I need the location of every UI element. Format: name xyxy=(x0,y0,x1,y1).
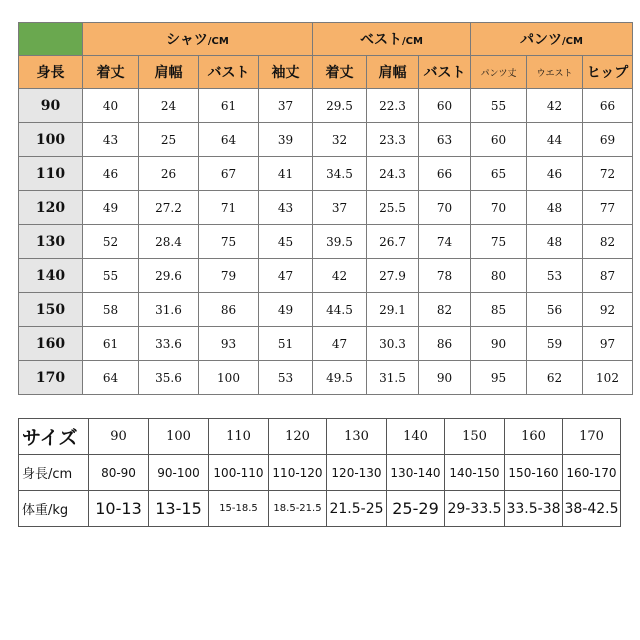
row-height-label: 160 xyxy=(19,327,83,361)
row-height-label: 100 xyxy=(19,123,83,157)
table-cell: 46 xyxy=(83,157,139,191)
table-cell: 65 xyxy=(471,157,527,191)
table-cell: 70 xyxy=(471,191,527,225)
height-cell: 90-100 xyxy=(149,455,209,491)
table-cell: 82 xyxy=(419,293,471,327)
table-cell: 59 xyxy=(527,327,583,361)
height-cell: 150-160 xyxy=(505,455,563,491)
table-cell: 55 xyxy=(471,89,527,123)
height-cell: 80-90 xyxy=(89,455,149,491)
height-label: 身長/cm xyxy=(19,455,89,491)
column-header: バスト xyxy=(199,56,259,89)
size-cell: 130 xyxy=(327,419,387,455)
table-cell: 60 xyxy=(419,89,471,123)
table-cell: 64 xyxy=(83,361,139,395)
table-cell: 87 xyxy=(583,259,633,293)
table-cell: 37 xyxy=(313,191,367,225)
row-height-label: 120 xyxy=(19,191,83,225)
table-cell: 93 xyxy=(199,327,259,361)
height-cell: 130-140 xyxy=(387,455,445,491)
column-header: パンツ丈 xyxy=(471,56,527,89)
size-cell: 110 xyxy=(209,419,269,455)
table-cell: 39.5 xyxy=(313,225,367,259)
heights-row xyxy=(19,455,621,491)
table-cell: 22.3 xyxy=(367,89,419,123)
group-name: パンツ xyxy=(520,32,563,48)
table-cell: 64 xyxy=(199,123,259,157)
group-name: シャツ xyxy=(166,32,208,48)
size-cell: 160 xyxy=(505,419,563,455)
table-row xyxy=(19,191,633,225)
size-cell: 90 xyxy=(89,419,149,455)
table-cell: 35.6 xyxy=(139,361,199,395)
column-header: 着丈 xyxy=(83,56,139,89)
body-size-table xyxy=(18,418,621,527)
size-cell: 120 xyxy=(269,419,327,455)
weight-cell: 38-42.5 xyxy=(563,491,621,527)
column-header: 肩幅 xyxy=(367,56,419,89)
table-cell: 47 xyxy=(259,259,313,293)
table-cell: 66 xyxy=(583,89,633,123)
table-cell: 24.3 xyxy=(367,157,419,191)
table-cell: 26 xyxy=(139,157,199,191)
row-height-label: 90 xyxy=(19,89,83,123)
height-cell: 120-130 xyxy=(327,455,387,491)
table-cell: 43 xyxy=(83,123,139,157)
table-cell: 66 xyxy=(419,157,471,191)
column-header: バスト xyxy=(419,56,471,89)
table-cell: 78 xyxy=(419,259,471,293)
row-height-label: 170 xyxy=(19,361,83,395)
column-header: ウエスト xyxy=(527,56,583,89)
weight-cell: 25-29 xyxy=(387,491,445,527)
table-row xyxy=(19,327,633,361)
height-cell: 100-110 xyxy=(209,455,269,491)
table-cell: 49 xyxy=(83,191,139,225)
table-cell: 33.6 xyxy=(139,327,199,361)
table-cell: 67 xyxy=(199,157,259,191)
table-cell: 46 xyxy=(527,157,583,191)
weights-row xyxy=(19,491,621,527)
table-cell: 29.5 xyxy=(313,89,367,123)
table-cell: 77 xyxy=(583,191,633,225)
table-cell: 75 xyxy=(199,225,259,259)
row-height-label: 150 xyxy=(19,293,83,327)
table-cell: 49 xyxy=(259,293,313,327)
size-cell: 100 xyxy=(149,419,209,455)
height-cell: 110-120 xyxy=(269,455,327,491)
table-cell: 30.3 xyxy=(367,327,419,361)
table-cell: 39 xyxy=(259,123,313,157)
group-unit: /CM xyxy=(562,36,583,47)
table-cell: 86 xyxy=(419,327,471,361)
weight-cell: 29-33.5 xyxy=(445,491,505,527)
table-cell: 43 xyxy=(259,191,313,225)
group-header-row xyxy=(19,23,633,56)
column-header-row xyxy=(19,56,633,89)
table-cell: 42 xyxy=(527,89,583,123)
table-cell: 60 xyxy=(471,123,527,157)
table-cell: 51 xyxy=(259,327,313,361)
table-row xyxy=(19,293,633,327)
table-cell: 53 xyxy=(259,361,313,395)
weight-cell: 18.5-21.5 xyxy=(269,491,327,527)
table-cell: 29.1 xyxy=(367,293,419,327)
row-height-label: 110 xyxy=(19,157,83,191)
row-height-label: 140 xyxy=(19,259,83,293)
table-cell: 26.7 xyxy=(367,225,419,259)
group-header-shirt xyxy=(83,23,313,56)
group-header-vest xyxy=(313,23,471,56)
table-cell: 41 xyxy=(259,157,313,191)
table-cell: 48 xyxy=(527,191,583,225)
table-cell: 79 xyxy=(199,259,259,293)
table-cell: 74 xyxy=(419,225,471,259)
column-header: 着丈 xyxy=(313,56,367,89)
column-header: 袖丈 xyxy=(259,56,313,89)
weight-label: 体重/kg xyxy=(19,491,89,527)
table-cell: 92 xyxy=(583,293,633,327)
height-cell: 140-150 xyxy=(445,455,505,491)
table-cell: 71 xyxy=(199,191,259,225)
corner-cell xyxy=(19,23,83,56)
group-name: ベスト xyxy=(360,32,403,48)
table-cell: 40 xyxy=(83,89,139,123)
table-cell: 75 xyxy=(471,225,527,259)
table-cell: 70 xyxy=(419,191,471,225)
column-header: ヒップ xyxy=(583,56,633,89)
table-cell: 100 xyxy=(199,361,259,395)
sizes-row xyxy=(19,419,621,455)
size-cell: 140 xyxy=(387,419,445,455)
table-cell: 72 xyxy=(583,157,633,191)
table-cell: 42 xyxy=(313,259,367,293)
table-row xyxy=(19,225,633,259)
table-cell: 63 xyxy=(419,123,471,157)
table-cell: 27.2 xyxy=(139,191,199,225)
table-cell: 58 xyxy=(83,293,139,327)
weight-cell: 15-18.5 xyxy=(209,491,269,527)
table-cell: 29.6 xyxy=(139,259,199,293)
table-cell: 37 xyxy=(259,89,313,123)
table-cell: 97 xyxy=(583,327,633,361)
weight-cell: 10-13 xyxy=(89,491,149,527)
table-row xyxy=(19,157,633,191)
table-cell: 102 xyxy=(583,361,633,395)
table-cell: 31.5 xyxy=(367,361,419,395)
table-cell: 90 xyxy=(471,327,527,361)
table-row xyxy=(19,89,633,123)
height-cell: 160-170 xyxy=(563,455,621,491)
group-unit: /CM xyxy=(207,36,229,47)
garment-size-table xyxy=(18,22,633,395)
table-cell: 52 xyxy=(83,225,139,259)
table-cell: 47 xyxy=(313,327,367,361)
weight-cell: 21.5-25 xyxy=(327,491,387,527)
table-cell: 86 xyxy=(199,293,259,327)
table-cell: 34.5 xyxy=(313,157,367,191)
table-cell: 25.5 xyxy=(367,191,419,225)
table-cell: 23.3 xyxy=(367,123,419,157)
table-cell: 27.9 xyxy=(367,259,419,293)
table-cell: 24 xyxy=(139,89,199,123)
table-cell: 53 xyxy=(527,259,583,293)
group-unit: /CM xyxy=(402,36,423,47)
table-cell: 28.4 xyxy=(139,225,199,259)
table-row xyxy=(19,259,633,293)
table-cell: 56 xyxy=(527,293,583,327)
table-cell: 31.6 xyxy=(139,293,199,327)
column-header: 肩幅 xyxy=(139,56,199,89)
table-cell: 61 xyxy=(83,327,139,361)
table-cell: 44.5 xyxy=(313,293,367,327)
group-header-pants xyxy=(471,23,633,56)
table-cell: 82 xyxy=(583,225,633,259)
table-cell: 45 xyxy=(259,225,313,259)
table-cell: 85 xyxy=(471,293,527,327)
table-cell: 32 xyxy=(313,123,367,157)
table-row xyxy=(19,123,633,157)
table-cell: 61 xyxy=(199,89,259,123)
table-cell: 44 xyxy=(527,123,583,157)
table-cell: 48 xyxy=(527,225,583,259)
row-header-label: 身長 xyxy=(19,56,83,89)
table-cell: 49.5 xyxy=(313,361,367,395)
size-label: サイズ xyxy=(19,419,89,455)
size-cell: 170 xyxy=(563,419,621,455)
table-cell: 62 xyxy=(527,361,583,395)
table-cell: 25 xyxy=(139,123,199,157)
table-cell: 69 xyxy=(583,123,633,157)
row-height-label: 130 xyxy=(19,225,83,259)
weight-cell: 13-15 xyxy=(149,491,209,527)
table-cell: 55 xyxy=(83,259,139,293)
table-cell: 80 xyxy=(471,259,527,293)
size-table-body xyxy=(19,89,633,395)
weight-cell: 33.5-38 xyxy=(505,491,563,527)
size-cell: 150 xyxy=(445,419,505,455)
table-cell: 95 xyxy=(471,361,527,395)
table-cell: 90 xyxy=(419,361,471,395)
table-row xyxy=(19,361,633,395)
